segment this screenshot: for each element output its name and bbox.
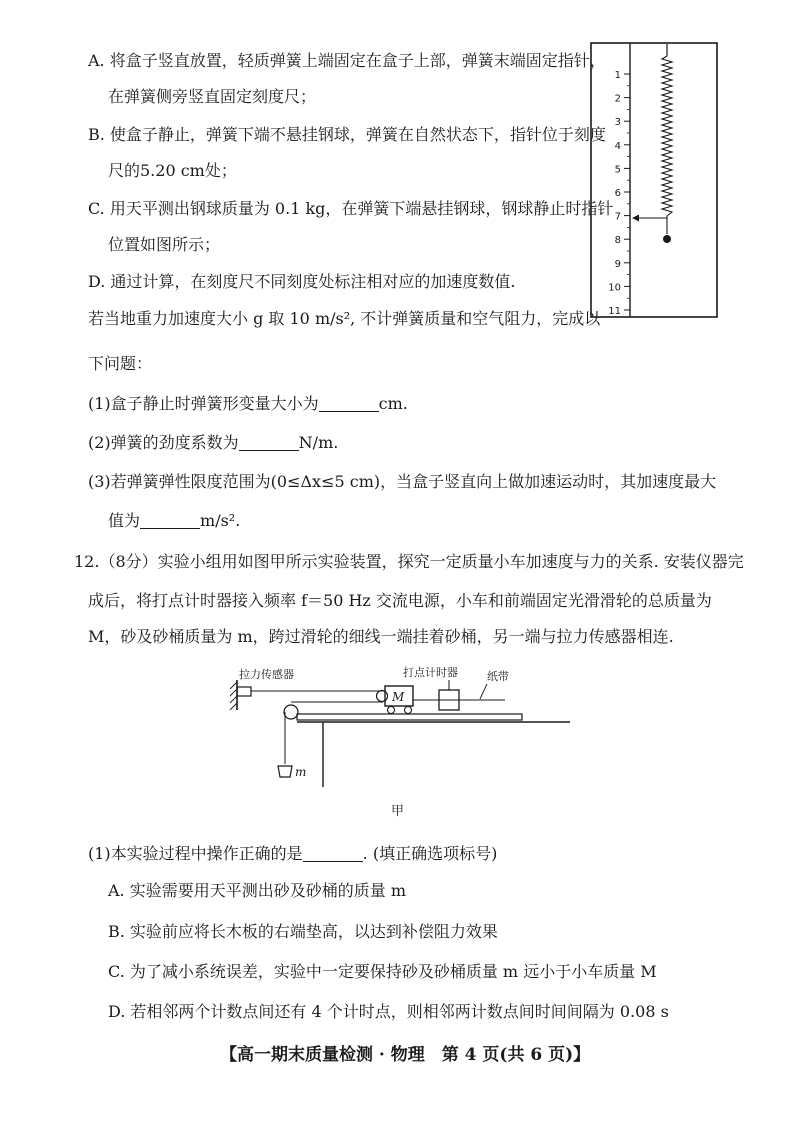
box-frame [591,43,717,317]
step-b-line1: B. 使盒子静止，弹簧下端不悬挂钢球，弹簧在自然状态下，指针位于刻度 [88,125,606,144]
option-a: A. 实验需要用天平测出砂及砂桶的质量 m [108,881,406,900]
ruler-tick-label: 2 [614,93,621,105]
sensor-label: 拉力传感器 [239,668,294,681]
q12-1-note: . (填正确选项标号) [362,844,498,863]
pointer-arrow-icon [632,215,639,222]
steel-ball [663,235,671,243]
step-c-line2: 位置如图所示； [108,235,221,254]
cart-wheel-right [405,707,412,714]
intro-line2: 下问题： [88,354,153,373]
tape-lead [480,684,487,699]
cart-label: M [392,690,405,704]
question-2 [88,432,338,454]
option-b: B. 实验前应将长木板的右端垫高，以达到补偿阻力效果 [108,922,498,941]
ruler-tick-label: 3 [614,117,621,129]
question-1-text: (1)盒子静止时弹簧形变量大小为 [88,394,319,413]
table-pulley [284,705,298,719]
question-1-blank[interactable] [319,395,379,412]
q12-1-prompt [88,843,497,865]
spring-ruler-figure [590,42,718,318]
cart-wheel-left [388,707,395,714]
intro-line1: 若当地重力加速度大小 g 取 10 m/s², 不计弹簧质量和空气阻力，完成以 [88,309,601,328]
option-d: D. 若相邻两个计数点间还有 4 个计时点，则相邻两计数点间时间间隔为 0.08 s [108,1002,669,1021]
bucket-label: m [295,765,307,779]
question-1-unit: cm. [378,394,408,413]
step-a-line2: 在弹簧侧旁竖直固定刻度尺； [108,87,317,106]
sand-bucket [278,766,292,777]
question-2-text: (2)弹簧的劲度系数为 [88,433,239,452]
tape-label: 纸带 [487,670,509,683]
q12-line3: M，砂及砂桶质量为 m，跨过滑轮的细线一端挂着砂桶，另一端与拉力传感器相连. [88,627,674,646]
ruler-ticks [608,70,630,318]
ruler-tick-label: 10 [608,282,621,294]
q12-1-blank[interactable] [303,845,363,862]
ruler-tick-label: 1 [614,70,621,81]
ruler-tick-label: 4 [614,140,621,152]
figure-caption: 甲 [391,804,405,819]
ruler-tick-label: 7 [614,211,621,223]
question-3-blank[interactable] [140,512,200,529]
option-c: C. 为了减小系统误差，实验中一定要保持砂及砂桶质量 m 远小于小车质量 M [108,962,657,981]
step-b-line2: 尺的5.20 cm处； [108,161,237,180]
cart-pulley [377,691,388,702]
apparatus-figure [225,662,575,790]
force-sensor [237,687,251,696]
question-1 [88,393,408,415]
q12-line1: 12.（8分）实验小组用如图甲所示实验装置，探究一定质量小车加速度与力的关系. 安装仪器完 [74,552,744,571]
page-footer: 【高一期末质量检测 · 物理 第 4 页(共 6 页)】 [220,1045,591,1065]
question-3-line2 [108,510,240,532]
question-3-text: 值为 [108,511,141,530]
question-2-unit: N/m. [298,433,339,452]
long-board [297,714,522,720]
ruler-tick-label: 8 [614,235,621,247]
question-2-blank[interactable] [239,434,299,451]
spring-coil [662,56,672,216]
step-d-line1: D. 通过计算，在刻度尺不同刻度处标注相对应的加速度数值. [88,272,516,291]
wall-hatch [230,682,237,710]
ruler-tick-label: 6 [614,188,621,199]
q12-1-text: (1)本实验过程中操作正确的是 [88,844,303,863]
question-3-line1: (3)若弹簧弹性限度范围为(0≤Δx≤5 cm)，当盒子竖直向上做加速运动时，其加速度最大 [88,472,717,491]
ruler-tick-label: 11 [608,306,621,317]
q12-line2: 成后，将打点计时器接入频率 f＝50 Hz 交流电源，小车和前端固定光滑滑轮的总质量为 [88,591,712,610]
ruler-tick-label: 9 [614,258,621,270]
step-a-line1: A. 将盒子竖直放置，轻质弹簧上端固定在盒子上部，弹簧末端固定指针， [88,51,606,70]
question-3-unit: m/s². [200,511,241,530]
timer-label: 打点计时器 [403,666,458,679]
step-c-line1: C. 用天平测出钢球质量为 0.1 kg，在弹簧下端悬挂钢球，钢球静止时指针 [88,199,614,218]
ruler-tick-label: 5 [614,164,621,176]
